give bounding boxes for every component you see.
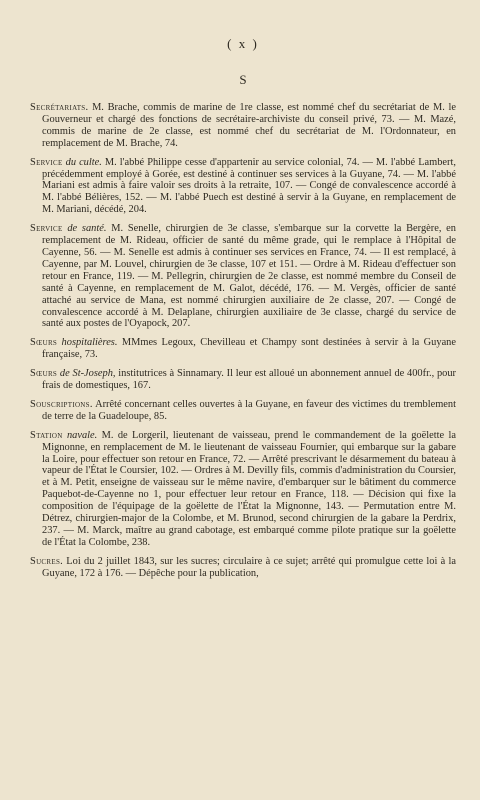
index-entry-sucres <box>30 556 456 580</box>
entry-heading-italic: du culte. <box>62 156 102 168</box>
entry-heading-italic: hospitalières. <box>57 337 118 349</box>
entry-heading: Station <box>30 429 63 441</box>
entry-heading-italic: de St-Joseph, <box>57 368 116 380</box>
entry-heading-italic: de santé. <box>62 223 107 235</box>
index-entry-soeurs-st-joseph <box>30 368 456 392</box>
entry-heading: Service <box>30 223 63 235</box>
index-entry-service-sante <box>30 223 456 330</box>
index-entry-station-navale <box>30 430 456 549</box>
entry-text: MMmes Legoux, Chevilleau et Champy sont destinées à servir à la Guyane française, 73. <box>42 337 456 361</box>
index-entry-secretariats <box>30 102 456 150</box>
entry-heading: Souscriptions. <box>30 398 93 410</box>
entry-text: institutrices à Sinnamary. Il leur est alloué un abonnement annuel de 400fr., pour frais de domestiques, 167. <box>42 368 456 392</box>
entry-heading: Sœurs <box>30 368 58 380</box>
entry-text: M. de Lorgeril, lieutenant de vaisseau, prend le commandement de la goëlette la Mignonne, en remplacement de M. le lieutenant de vaisseau Fournier, qui embarque sur la gabare la Loire, pour effectuer son retour en France, 72. — Arrêté prescrivant le désarmement du bateau à vapeur de l'État le Coursier, 102. — Ordres à M. Devilly fils, commis d'administration du Coursier, et à M. Petit, enseigne de vaisseau sur le même navire, d'embarquer sur le bâtiment du commerce Paquebot-de-Cayenne no 1, pour effectuer leur retour en France, 118. — Décision qui fixe la composition de l'équipage de la goëlette de l'État la Mignonne, 143. — Permutation entre M. Détrez, chirurgien-major de la Colombe, et M. Brunod, second chirurgien de la gabare la Perdrix, 237. — M. Marck, maître au grand cabotage, est embarqué comme pilote pratique sur la goëlette de l'État la Colombe, 238. <box>42 429 456 548</box>
entry-text: M. Senelle, chirurgien de 3e classe, s'embarque sur la corvette la Bergère, en remplacement de M. Rideau, officier de santé du même grade, qui le remplace à l'Hôpital de Cayenne, 56. — M. Senelle est admis à continuer ses services en France, 74. — Il est remplacé, à Cayenne, par M. Louvel, chirurgien de 3e classe, 107 et 151. — Ordre à M. Rideau d'effectuer son retour en France, 119. — M. Pellegrin, chirurgien de 2e classe, est nommé membre du Conseil de santé à Cayenne, en remplacement de M. Galot, décédé, 176. — M. Vergès, officier de santé attaché au service de Mana, est nommé chirurgien auxiliaire de 2e classe, 207. — Congé de convalescence accordé à M. Delaplane, chirurgien auxiliaire de 3e classe, chargé du service de santé aux postes de l'Oyapock, 207. <box>42 223 456 330</box>
entry-heading: Sœurs <box>30 337 58 349</box>
index-entry-soeurs-hospitalieres <box>30 337 456 361</box>
entry-text: Loi du 2 juillet 1843, sur les sucres; circulaire à ce sujet; arrêté qui promulgue cette loi à la Guyane, 172 à 176. — Dépêche pour la publication, <box>42 555 456 579</box>
entry-text: M. l'abbé Philippe cesse d'appartenir au service colonial, 74. — M. l'abbé Lambert, précédemment employé à Gorée, est destiné à continuer ses services à la Guyane, 74. — M. l'abbé Mariani est admis à faire valoir ses droits à la retraite, 107. — Congé de convalescence accordé à M. l'abbé Bélières, 152. — M. l'abbé Puech est destiné à servir à la Guyane, en remplacement de M. Mariani, décédé, 204. <box>42 156 456 216</box>
index-entry-souscriptions <box>30 399 456 423</box>
section-letter: S <box>239 72 247 87</box>
entry-heading: Secrétariats. <box>30 102 89 113</box>
entry-heading-italic: navale. <box>62 429 98 441</box>
entry-text: Arrêté concernant celles ouvertes à la Guyane, en faveur des victimes du tremblement de terre de la Guadeloupe, 85. <box>42 398 456 422</box>
index-entry-service-culte <box>30 157 456 217</box>
entry-heading: Sucres. <box>30 555 64 567</box>
page-number: ( x ) <box>227 36 259 51</box>
entry-text: M. Brache, commis de marine de 1re classe, est nommé chef du secrétariat de M. le Gouverneur et chargé des fonctions de secrétaire-archiviste du conseil privé, 73. — M. Mazé, commis de marine de 2e classe, est nommé chef du secrétariat de M. l'Ordonnateur, en remplacement de M. Brache, 74. <box>42 102 456 149</box>
entry-heading: Service <box>30 156 63 168</box>
